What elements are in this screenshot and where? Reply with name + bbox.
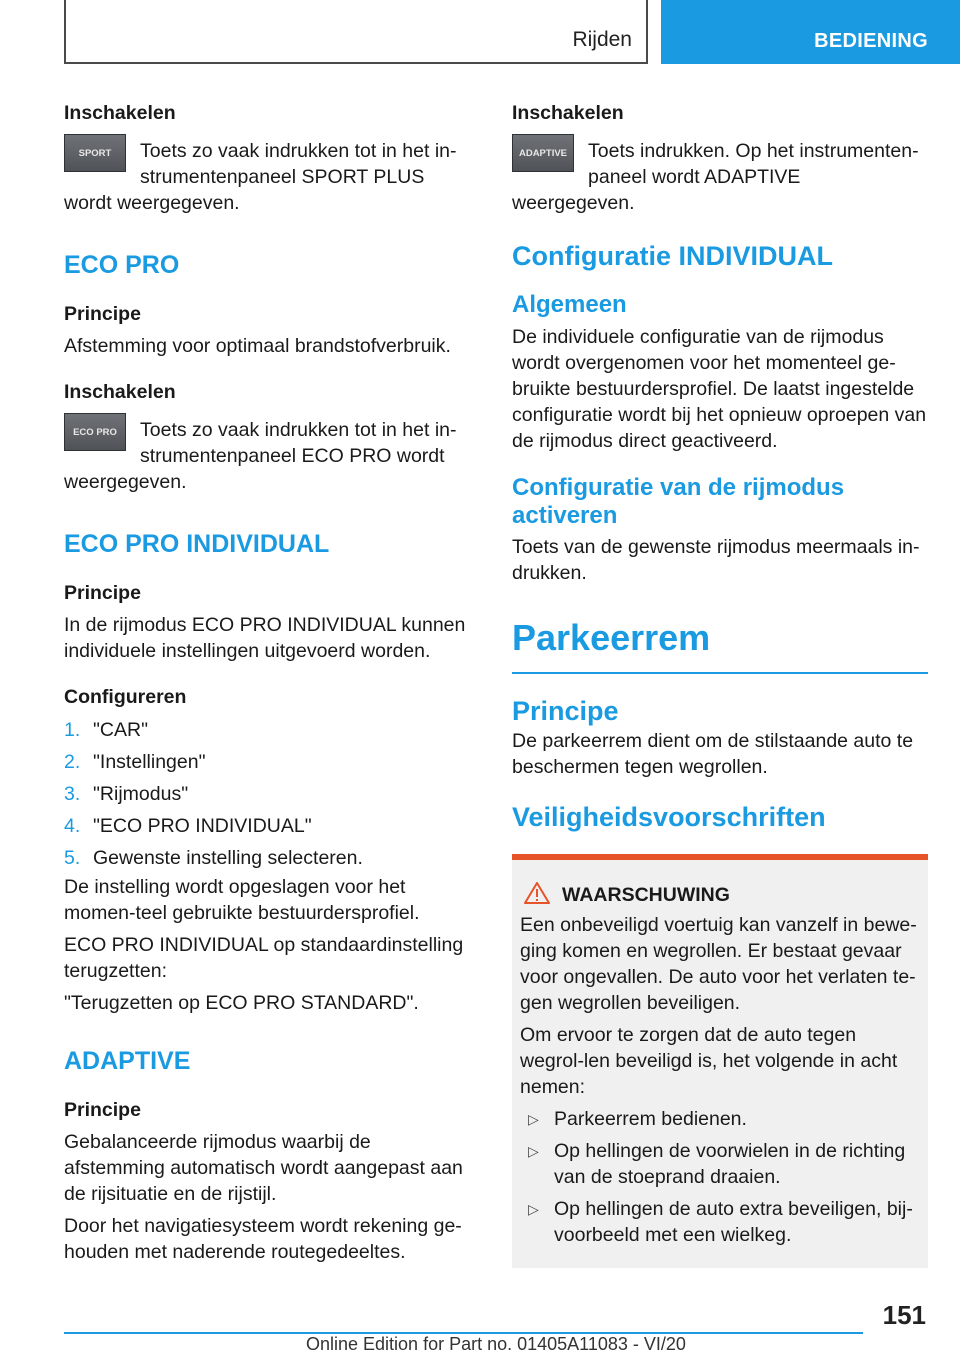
- configureren-title: Configureren: [64, 686, 187, 708]
- adaptive-text2: Door het navigatiesysteem wordt rekening ge-houden met naderende routegedeeltes.: [64, 1215, 462, 1263]
- warning-icon: [524, 882, 550, 904]
- section-title: Rijden: [572, 28, 632, 51]
- adaptive-inschakelen-block: [512, 126, 928, 216]
- adaptive-button-icon: ADAPTIVE: [512, 134, 574, 172]
- warning-title-row: [520, 882, 920, 908]
- parkeerrem-principe-heading: Principe: [512, 696, 619, 726]
- veiligheid-heading: Veiligheidsvoorschriften: [512, 802, 826, 832]
- warning-box: [512, 854, 928, 1268]
- chapter-title: BEDIENING: [814, 30, 928, 52]
- activeren-heading: Configuratie van de rijmodus activeren: [512, 474, 845, 529]
- algemeen-heading: Algemeen: [512, 291, 627, 318]
- warning-list: [520, 1106, 920, 1248]
- sport-inschakelen-title: Inschakelen: [64, 102, 176, 124]
- eco-pro-individual-heading: ECO PRO INDIVIDUAL: [64, 530, 330, 558]
- adaptive-principe-title: Principe: [64, 1099, 141, 1121]
- config-individual-heading: Configuratie INDIVIDUAL: [512, 241, 833, 271]
- eco-pro-individual-after3: "Terugzetten op ECO PRO STANDARD".: [64, 992, 419, 1014]
- list-item: 5. Gewenste instelling selecteren.: [64, 847, 363, 869]
- triangle-bullet-icon: ▷: [528, 1111, 539, 1127]
- warning-text1: Een onbeveiligd voertuig kan vanzelf in bewe-ging komen en wegrollen. Er bestaat gevaar voor ongevallen. De auto voor het verlaten te-gen wegrollen beveiligen.: [520, 914, 917, 1014]
- algemeen-text: De individuele configuratie van de rijmodus wordt overgenomen voor het momenteel ge-bruikte bestuurdersprofiel. De laatst ingestelde configuratie wordt bij het opnieuw oproepen van de rijmodus direct geactiveerd.: [512, 326, 927, 452]
- list-item: 1. "CAR": [64, 719, 149, 741]
- list-item: ▷ Op hellingen de auto extra beveiligen, bij-voorbeeld met een wielkeg.: [528, 1198, 913, 1246]
- page-number: 151: [882, 1300, 926, 1330]
- list-item: ▷ Op hellingen de voorwielen in de richting van de stoeprand draaien.: [528, 1140, 906, 1188]
- header-left-box: [64, 0, 648, 64]
- footer-edition: Online Edition for Part no. 01405A11083 - VI/20: [306, 1334, 686, 1354]
- adaptive-heading: ADAPTIVE: [64, 1047, 191, 1075]
- adaptive-text1: Gebalanceerde rijmodus waarbij de afstemming automatisch wordt aangepast aan de rijsituatie en de rijstijl.: [64, 1131, 463, 1205]
- list-item: 3. "Rijmodus": [64, 783, 189, 805]
- activeren-text: Toets van de gewenste rijmodus meermaals in-drukken.: [512, 536, 920, 584]
- warning-text2: Om ervoor te zorgen dat de auto tegen wegrol-len beveiligd is, het volgende in acht nemen:: [520, 1024, 898, 1098]
- eco-pro-individual-after2: ECO PRO INDIVIDUAL op standaardinstelling terugzetten:: [64, 934, 464, 982]
- triangle-bullet-icon: ▷: [528, 1143, 539, 1159]
- eco-pro-principe-title: Principe: [64, 303, 141, 325]
- eco-pro-heading: ECO PRO: [64, 251, 180, 279]
- eco-pro-inschakelen-text: Toets zo vaak indrukken tot in het in-strumentenpaneel ECO PRO wordt weergegeven.: [64, 419, 457, 493]
- list-item: ▷ Parkeerrem bedienen.: [528, 1108, 747, 1130]
- sport-button-icon: SPORT: [64, 134, 126, 172]
- warning-title: WAARSCHUWING: [562, 884, 730, 906]
- parkeerrem-principe-text: De parkeerrem dient om de stilstaande auto te beschermen tegen wegrollen.: [512, 730, 914, 778]
- configureren-steps: [64, 714, 476, 874]
- eco-pro-principe-text: Afstemming voor optimaal brandstofverbruik.: [64, 335, 451, 357]
- eco-pro-inschakelen-block: [64, 405, 476, 495]
- right-column: [512, 100, 928, 1268]
- header-chapter-tab: [661, 0, 960, 64]
- parkeerrem-title: Parkeerrem: [512, 614, 928, 674]
- eco-pro-individual-principe-text: In de rijmodus ECO PRO INDIVIDUAL kunnen individuele instellingen uitgevoerd worden.: [64, 614, 466, 662]
- adaptive-inschakelen-text: Toets indrukken. Op het instrumenten-paneel wordt ADAPTIVE weergegeven.: [512, 140, 919, 214]
- eco-pro-inschakelen-title: Inschakelen: [64, 381, 176, 403]
- eco-pro-individual-principe-title: Principe: [64, 582, 141, 604]
- list-item: 4. "ECO PRO INDIVIDUAL": [64, 815, 312, 837]
- eco-pro-individual-after1: De instelling wordt opgeslagen voor het momen-teel gebruikte bestuurdersprofiel.: [64, 876, 420, 924]
- eco-pro-button-icon: ECO PRO: [64, 413, 126, 451]
- sport-inschakelen-text: Toets zo vaak indrukken tot in het in-strumentenpaneel SPORT PLUS wordt weergegeven.: [64, 140, 457, 214]
- adaptive-inschakelen-title: Inschakelen: [512, 102, 624, 124]
- list-item: 2. "Instellingen": [64, 751, 206, 773]
- left-column: [64, 100, 476, 1265]
- sport-inschakelen-block: [64, 126, 476, 216]
- triangle-bullet-icon: ▷: [528, 1201, 539, 1217]
